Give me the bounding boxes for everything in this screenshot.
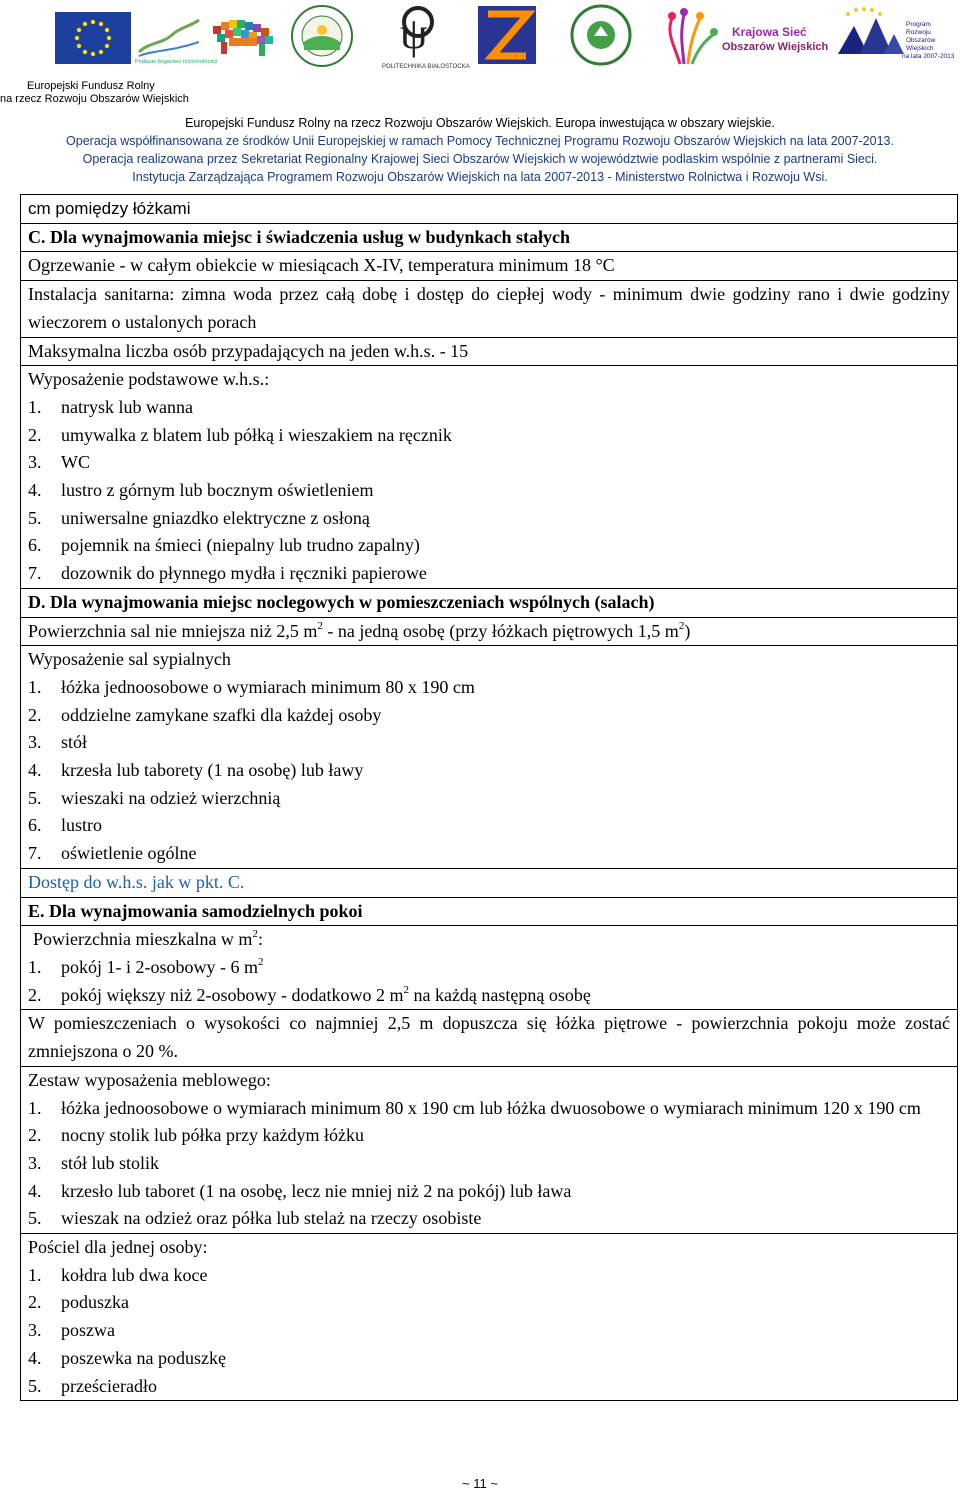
e-area-cell	[21, 926, 958, 1010]
list-text: wieszak na odzież oraz półka lub stelaż na rzeczy osobiste	[61, 1208, 482, 1229]
prow-line-3: Wiejskich	[906, 45, 934, 52]
max-persons-row: Maksymalna liczba osób przypadających na jeden w.h.s. - 15	[21, 337, 958, 366]
e-furniture-list	[28, 1095, 950, 1234]
list-number: 2.	[28, 1292, 42, 1313]
list-item	[28, 477, 950, 505]
prow-line-2: Obszarów	[906, 37, 936, 44]
podlasie-logo	[133, 12, 218, 65]
list-text: nocny stolik lub półka przy każdym łóżku	[61, 1125, 364, 1146]
list-number: 4.	[28, 1347, 42, 1368]
eu-flag-logo	[55, 12, 131, 64]
efr-caption	[0, 80, 216, 106]
list-number: 5.	[28, 1375, 42, 1396]
list-item	[28, 560, 950, 588]
prow-line-1: Rozwoju	[906, 29, 931, 36]
list-text: pokój większy niż 2-osobowy - dodatkowo 2 m	[61, 984, 404, 1005]
list-item	[28, 757, 950, 785]
politechnika-logo	[380, 2, 470, 72]
list-number: 4.	[28, 1180, 42, 1201]
list-item	[28, 1373, 950, 1401]
list-item	[28, 1122, 950, 1150]
d-equipment-cell	[21, 646, 958, 869]
list-number: 2.	[28, 1125, 42, 1146]
list-text: pokój 1- i 2-osobowy - 6 m	[61, 956, 258, 977]
ksow-line2: Obszarów Wiejskich	[722, 41, 829, 53]
page-number: ~ 11 ~	[462, 1476, 498, 1491]
list-number: 4.	[28, 480, 42, 501]
e-furniture-cell	[21, 1066, 958, 1233]
section-d-heading: D. Dla wynajmowania miejsc noclegowych w pomieszczeniach wspólnych (salach)	[21, 588, 958, 617]
header-line-2: Operacja współfinansowana ze środków Unii Europejskiej w ramach Pomocy Technicznej Programu Rozwoju Obszarów Wiejskich na lata 2007-2013.	[66, 134, 894, 148]
list-text: dozownik do płynnego mydła i ręczniki papierowe	[61, 563, 427, 584]
list-text: oświetlenie ogólne	[61, 843, 197, 864]
list-number: 7.	[28, 563, 42, 584]
list-text: lustro	[61, 815, 103, 836]
list-number: 6.	[28, 535, 42, 556]
list-text: poduszka	[61, 1292, 129, 1313]
list-text: poszwa	[61, 1320, 115, 1341]
list-number: 2.	[28, 704, 42, 725]
list-number: 5.	[28, 787, 42, 808]
list-number: 1.	[28, 676, 42, 697]
list-number: 3.	[28, 452, 42, 473]
list-number: 5.	[28, 507, 42, 528]
bison-logo	[207, 12, 287, 64]
list-item	[28, 785, 950, 813]
list-item	[28, 1317, 950, 1345]
list-text: stół lub stolik	[61, 1152, 160, 1173]
list-text: poszewka na poduszkę	[61, 1347, 226, 1368]
list-text: uniwersalne gniazdko elektryczne z osłoną	[61, 507, 370, 528]
list-number: 3.	[28, 1320, 42, 1341]
list-item	[28, 1095, 950, 1123]
e-height-note: W pomieszczeniach o wysokości co najmniej 2,5 m dopuszcza się łóżka piętrowe - powierzchnia pokoju może zostać zmniejszona o 20 %.	[21, 1010, 958, 1066]
list-item	[28, 1262, 950, 1290]
list-item	[28, 812, 950, 840]
prow-line-0: Program	[906, 21, 931, 28]
list-item	[28, 394, 950, 422]
list-number: 5.	[28, 1208, 42, 1229]
list-text: stół	[61, 732, 88, 753]
list-text: krzesła lub taborety (1 na osobę) lub ławy	[61, 760, 364, 781]
sanitary-row: Instalacja sanitarna: zimna woda przez całą dobę i dostęp do ciepłej wody - minimum dwie godziny rano i dwie godziny wieczorem o ustalonych porach	[21, 281, 958, 337]
list-item: 2. pokój większy niż 2-osobowy - dodatkowo 2 $m^2$ na każdą następną osobę	[28, 982, 950, 1010]
list-number: 7.	[28, 843, 42, 864]
list-text: kołdra lub dwa koce	[61, 1264, 208, 1285]
list-number: 1.	[28, 1264, 42, 1285]
heating-row: Ogrzewanie - w całym obiekcie w miesiącach X-IV, temperatura minimum 18 °C	[21, 252, 958, 281]
header-line-1: Europejski Fundusz Rolny na rzecz Rozwoju Obszarów Wiejskich. Europa inwestująca w obszary wiejskie.	[185, 116, 775, 130]
d-equipment-title: Wyposażenie sal sypialnych	[28, 649, 231, 670]
list-item	[28, 449, 950, 477]
funding-header	[0, 114, 960, 186]
d-equipment-list	[28, 674, 950, 868]
e-area-title: Powierzchnia mieszkalna w $m^2$:	[33, 928, 263, 950]
svg-text:ψ: ψ	[400, 9, 428, 58]
list-text: lustro z górnym lub bocznym oświetleniem	[61, 480, 374, 501]
e-furniture-title: Zestaw wyposażenia meblowego:	[28, 1069, 271, 1090]
list-number: 6.	[28, 815, 42, 836]
list-item	[28, 1205, 950, 1233]
list-item	[28, 532, 950, 560]
list-item	[28, 505, 950, 533]
list-text: łóżka jednoosobowe o wymiarach minimum 80 x 190 cm	[61, 676, 475, 697]
header-line-4: Instytucja Zarządzająca Programem Rozwoju Obszarów Wiejskich na lata 2007-2013 - Ministerstwo Rolnictwa i Rozwoju Wsi.	[132, 170, 828, 184]
c-equipment-title: Wyposażenie podstawowe w.h.s.:	[28, 369, 270, 390]
c-equipment-list	[28, 394, 950, 588]
list-text: natrysk lub wanna	[61, 396, 193, 417]
list-text: WC	[61, 452, 90, 473]
list-item	[28, 1150, 950, 1178]
list-number: 1.	[28, 396, 42, 417]
section-c-heading: C. Dla wynajmowania miejsc i świadczenia usług w budynkach stałych	[21, 223, 958, 252]
list-item	[28, 702, 950, 730]
list-text: umywalka z blatem lub półką i wieszakiem na ręcznik	[61, 424, 452, 445]
list-number: 3.	[28, 732, 42, 753]
list-number: 3.	[28, 1152, 42, 1173]
e-bedding-cell	[21, 1234, 958, 1401]
podlasie-caption: Podlasie bogactwo różnorodności	[135, 59, 218, 65]
ksow-logo	[660, 4, 830, 70]
list-item	[28, 1345, 950, 1373]
list-item	[28, 1178, 950, 1206]
c-equipment-cell	[21, 366, 958, 589]
prow-line-4: na lata 2007-2013	[902, 53, 955, 60]
e-bedding-title: Pościel dla jednej osoby:	[28, 1237, 208, 1258]
section-e-heading: E. Dla wynajmowania samodzielnych pokoi	[21, 897, 958, 926]
list-text: pojemnik na śmieci (niepalny lub trudno zapalny)	[61, 535, 420, 556]
logo-strip	[0, 0, 960, 80]
list-number: 1.	[28, 1097, 42, 1118]
podrozpiepowo-logo	[570, 4, 632, 66]
list-number: 1.	[28, 956, 42, 977]
list-number: 2.	[28, 984, 42, 1005]
efr-line-2: na rzecz Rozwoju Obszarów Wiejskich	[0, 93, 189, 105]
list-text: wieszaki na odzież wierzchnią	[61, 787, 281, 808]
prow-logo	[834, 4, 955, 70]
z-logo	[478, 6, 536, 64]
list-item: 1. pokój 1- i 2-osobowy - 6 $m^2$	[28, 954, 950, 982]
list-text: prześcieradło	[61, 1375, 157, 1396]
list-item	[28, 422, 950, 450]
list-number: 4.	[28, 760, 42, 781]
list-item	[28, 840, 950, 868]
e-bedding-list	[28, 1262, 950, 1401]
e-area-list	[28, 954, 950, 1009]
list-text: oddzielne zamykane szafki dla każdej osoby	[61, 704, 382, 725]
header-line-3: Operacja realizowana przez Sekretariat Regionalny Krajowej Sieci Obszarów Wiejskich w województwie podlaskim wspólnie z partnerami Sieci.	[82, 152, 878, 166]
d-area-row: Powierzchnia sal nie mniejsza niż 2,5 $m^2$ - na jedną osobę (przy łóżkach piętrowych 1,5 $m^2$)	[21, 617, 958, 646]
ksow-line1: Krajowa Sieć	[732, 25, 807, 39]
efr-line-1: Europejski Fundusz Rolny	[27, 80, 155, 92]
requirements-table	[20, 194, 958, 1401]
list-number: 2.	[28, 424, 42, 445]
list-text: łóżka jednoosobowe o wymiarach minimum 80 x 190 cm lub łóżka dwuosobowe o wymiarach minimum 120 x 190 cm	[61, 1097, 921, 1118]
list-item	[28, 674, 950, 702]
list-text: krzesło lub taboret (1 na osobę, lecz nie mniej niż 2 na pokój) lub ława	[61, 1180, 572, 1201]
list-item	[28, 1289, 950, 1317]
politechnika-caption: POLITECHNIKA BIAŁOSTOCKA	[382, 64, 470, 70]
row-continuation: cm pomiędzy łóżkami	[21, 195, 958, 224]
list-item	[28, 729, 950, 757]
d-access-row: Dostęp do w.h.s. jak w pkt. C.	[21, 868, 958, 897]
siec-regionalna-logo	[290, 4, 354, 68]
